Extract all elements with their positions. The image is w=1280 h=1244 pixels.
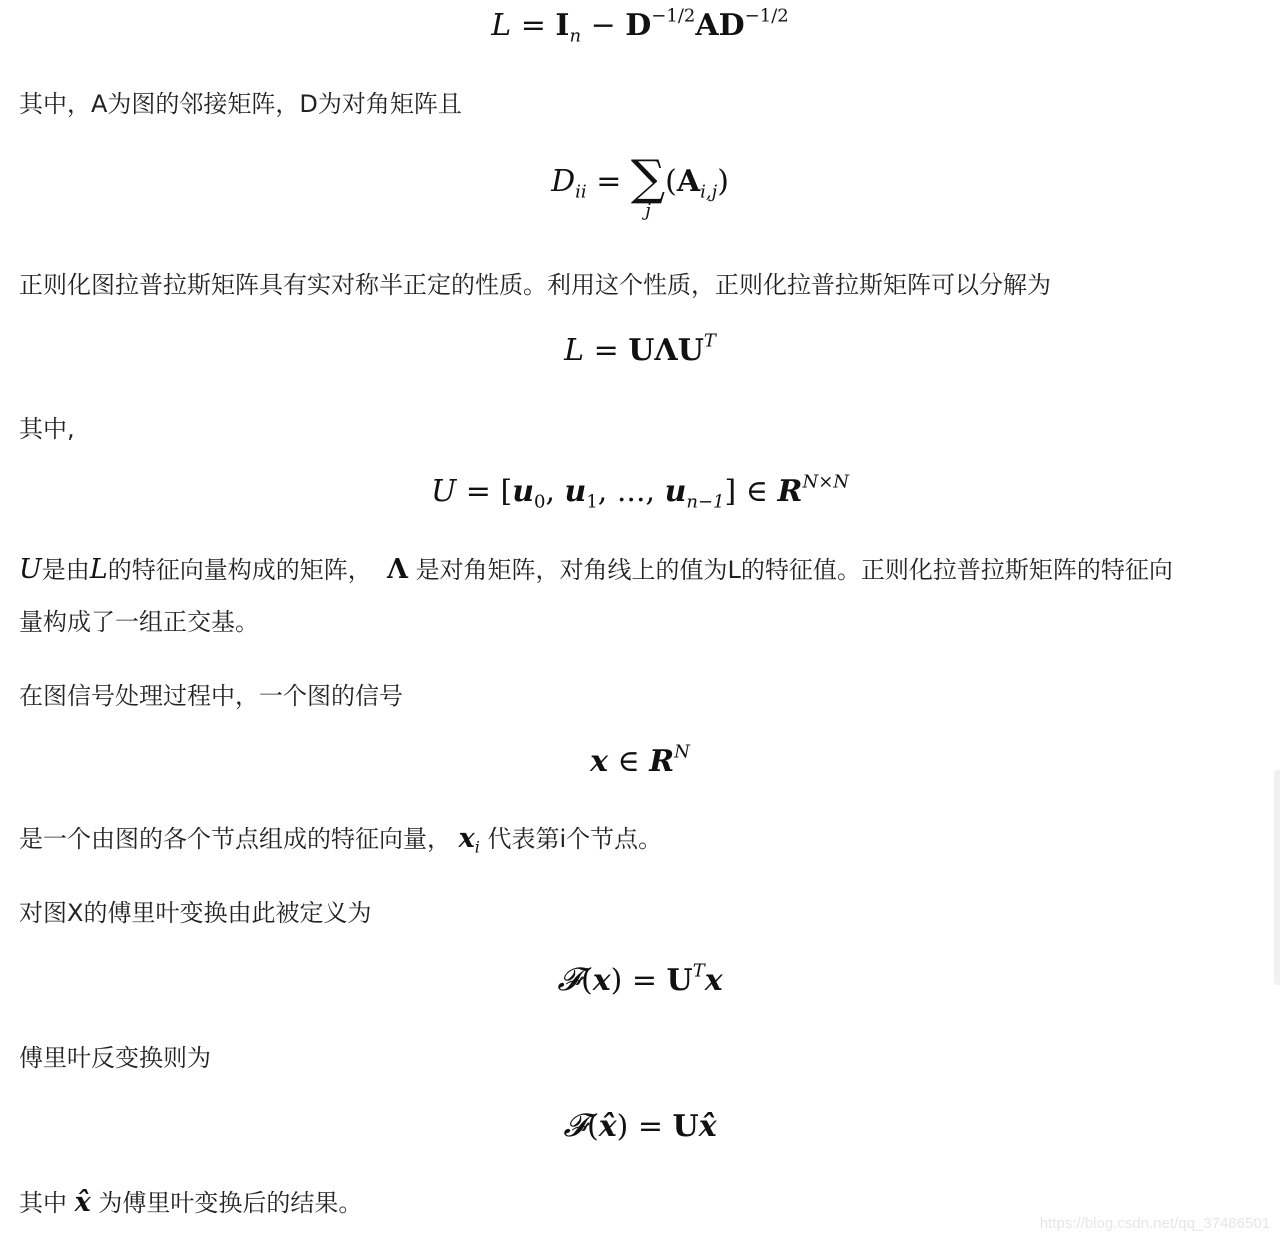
math-lambda: Λ [386,554,408,585]
equation-normalized-laplacian: $L = I_n - D^{-1/2}AD^{-1/2}$ [491,5,789,47]
text-segment: 的特征向量构成的矩阵， [107,556,372,584]
equation-inverse-fourier-transform: 𝓕(x̂) = Ux̂ [563,1107,717,1144]
text-segment: 是一个由图的各个节点组成的特征向量， [19,825,451,853]
paragraph-graph-signal: 在图信号处理过程中，一个图的信号 [19,682,403,710]
equation-signal-vector: x ∈ $R^N$ [590,741,690,779]
watermark: https://blog.csdn.net/qq_37486501 [1039,1215,1270,1232]
paragraph-inverse-fourier: 傅里叶反变换则为 [19,1044,211,1072]
paragraph-eigenvector-description [19,544,1173,596]
equation-eigendecomposition: $L = U\Lambda U^T$ [564,330,716,368]
text-segment: 为傅里叶变换后的结果。 [98,1189,363,1217]
equation-fourier-transform: 𝓕(x) = $U^Tx$ [557,960,723,998]
paragraph-laplacian-properties: 正则化图拉普拉斯矩阵具有实对称半正定的性质。利用这个性质，正则化拉普拉斯矩阵可以分解为 [19,271,1051,299]
paragraph-fourier-definition: 对图X的傅里叶变换由此被定义为 [19,899,372,927]
side-scroll-indicator [1274,770,1280,985]
text-segment: 其中 [19,1189,67,1217]
equation-eigenvector-matrix: $U = [u_0$, $u_1$, ..., $u_{n-1}$] ∈ $R^{N\times N}$ [430,471,850,513]
text-segment: 是由 [41,556,90,584]
paragraph-result [19,1177,362,1229]
paragraph-eigenvector-description-line2: 量构成了一组正交基。 [19,608,259,636]
math-u: U [19,554,42,585]
math-x-hat: x̂ [74,1187,91,1218]
text-segment: 是对角矩阵，对角线上的值为L的特征值。正则化拉普拉斯矩阵的特征向 [415,556,1173,584]
paragraph-where: 其中, [19,415,75,443]
equation-degree-matrix: $D_{ii}$ = ∑ j $(A_{i,j})$ [551,150,729,221]
text-segment: 代表第i个节点。 [487,825,663,853]
math-x-i: x [458,823,475,854]
paragraph-adjacency-degree: 其中，A为图的邻接矩阵，D为对角矩阵且 [19,90,462,118]
paragraph-feature-vector: 是一个由图的各个节点组成的特征向量， $x_i$ 代表第i个节点。 [19,823,663,857]
math-l: L [89,554,108,585]
